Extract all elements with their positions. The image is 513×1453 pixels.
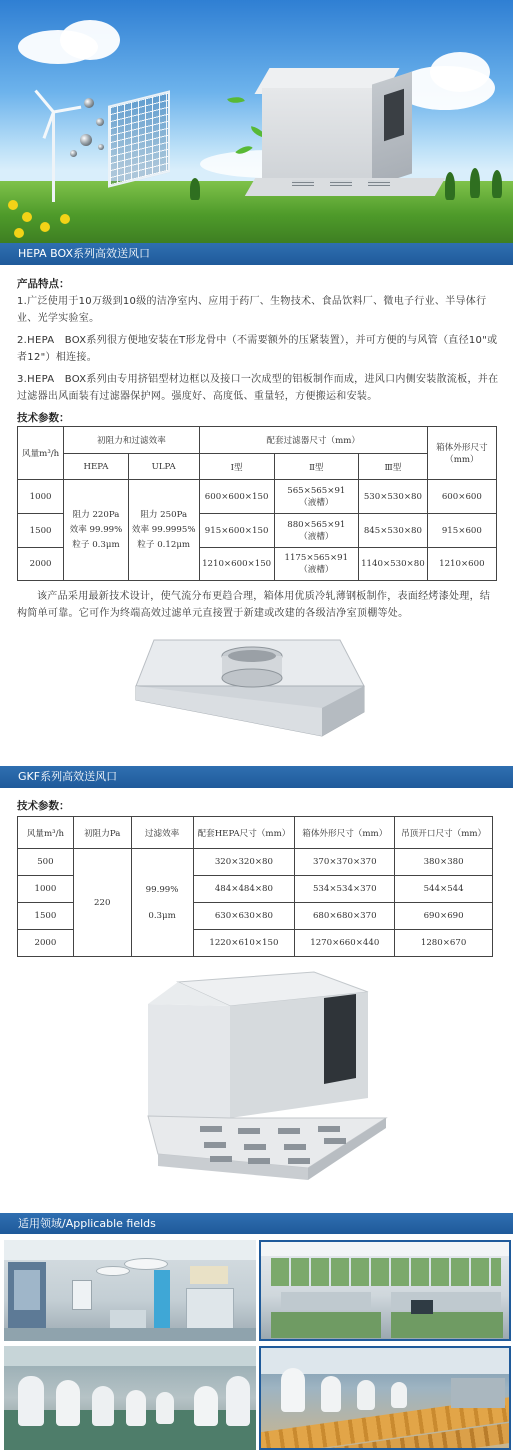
ulpa-resistance: 阻力 250Pa: [140, 509, 188, 520]
cell-opening: 380×380: [395, 849, 493, 876]
flower: [8, 200, 18, 210]
cell-type-2-size: 565×565×91: [287, 485, 346, 496]
gkf-box-product-image: [138, 968, 392, 1190]
cell-box: 915×600: [427, 514, 496, 548]
cell-opening: 690×690: [395, 903, 493, 930]
header-ulpa: ULPA: [128, 454, 199, 480]
hepa-efficiency: 效率 99.99%: [69, 524, 123, 535]
cell-type-3: 1140×530×80: [359, 548, 428, 581]
table-row: [18, 849, 493, 876]
hepa-box-product-image: [0, 0, 513, 243]
gkf-spec-table: [17, 816, 493, 957]
header-type-1: Ⅰ型: [199, 454, 274, 480]
features-heading: 产品特点：: [17, 278, 70, 290]
cell-type-3: 530×530×80: [359, 480, 428, 514]
table-row: [18, 480, 497, 514]
flower: [14, 228, 24, 238]
hepa-box-spec-table: [17, 426, 497, 581]
cell-airflow: 2000: [18, 548, 64, 581]
cell-type-2-size: 880×565×91: [287, 519, 346, 530]
section-title-hepa-box: HEPA BOX系列高效送风口: [0, 243, 513, 265]
photo-laboratory: [259, 1240, 511, 1341]
gkf-efficiency-cell: [131, 849, 193, 957]
header-hepa: HEPA: [64, 454, 129, 480]
cell-hepa: 484×484×80: [193, 876, 295, 903]
header-box-size: 箱体外形尺寸（mm）: [427, 427, 496, 480]
gkf-header-box-size: 箱体外形尺寸（mm）: [295, 817, 395, 849]
cell-type-2-note: （液槽）: [299, 565, 334, 575]
ulpa-spec-cell: [128, 480, 199, 581]
specs-heading: 技术参数：: [17, 412, 70, 424]
cell-opening: 544×544: [395, 876, 493, 903]
feature-2: 2.HEPA BOX系列很方便地安装在T形龙骨中（不需要额外的压紧装置），并可方便的与风管（直径10"或者12"）相连接。: [17, 335, 498, 363]
hepa-resistance: 阻力 220Pa: [72, 509, 120, 520]
hepa-box-flat-product-image: [130, 628, 370, 744]
cell-airflow: 1500: [18, 514, 64, 548]
cell-type-1: 600×600×150: [199, 480, 274, 514]
photo-clean-room-workers: [4, 1346, 256, 1450]
gkf-header-airflow: 风量m³/h: [18, 817, 74, 849]
ulpa-efficiency: 效率 99.9995%: [131, 524, 196, 535]
cell-type-2-note: （液槽）: [299, 531, 334, 542]
cell-type-3: 845×530×80: [359, 514, 428, 548]
gkf-particle: 0.3μm: [148, 910, 176, 921]
hepa-particle: 粒子 0.3μm: [72, 539, 120, 550]
cell-type-2-note: （液槽）: [299, 497, 334, 508]
header-resistance: 初阻力和过滤效率: [64, 427, 199, 454]
cell-hepa: 1220×610×150: [193, 930, 295, 957]
flower: [60, 214, 70, 224]
cell-airflow: 2000: [18, 930, 74, 957]
photo-food-production-line: [259, 1346, 511, 1450]
header-type-2: Ⅱ型: [274, 454, 359, 480]
feature-1: 1.广泛使用于10万级到10级的洁净室内、应用于药厂、生物技术、食品饮料厂、微电子行业、半导体行业、光学实验室。: [17, 296, 487, 324]
gkf-efficiency: 99.99%: [145, 884, 179, 895]
cell-airflow: 1500: [18, 903, 74, 930]
gkf-resistance-cell: 220: [73, 849, 131, 957]
cell-type-1: 1210×600×150: [199, 548, 274, 581]
cell-hepa: 320×320×80: [193, 849, 295, 876]
flower: [40, 222, 50, 232]
product-description: 该产品采用最新技术设计，使气流分布更趋合理，箱体用优质冷轧薄钢板制作，表面经烤漆处理，结构简单可靠。它可作为终端高效过滤单元直接置于新建或改建的各级洁净室顶棚等处。: [17, 591, 491, 619]
cell-box: 370×370×370: [295, 849, 395, 876]
cell-type-2-size: 1175×565×91: [284, 553, 349, 563]
gkf-header-resistance: 初阻力Pa: [73, 817, 131, 849]
header-filter-size: 配套过滤器尺寸（mm）: [199, 427, 427, 454]
cell-type-1: 915×600×150: [199, 514, 274, 548]
gkf-header-efficiency: 过滤效率: [131, 817, 193, 849]
ulpa-particle: 粒子 0.12μm: [137, 539, 191, 550]
cell-type-2: [274, 548, 359, 581]
feature-3: 3.HEPA BOX系列由专用挤铝型材边框以及接口一次成型的铝板制作而成，进风口内侧安装散流板，并在过滤器出风面装有过滤器保护网。强度好、高度低、重量轻，方便搬运和安装。: [17, 374, 499, 402]
cell-box: 680×680×370: [295, 903, 395, 930]
photo-operating-room: [4, 1240, 256, 1341]
gkf-header-opening: 吊顶开口尺寸（mm）: [395, 817, 493, 849]
cell-box: 1210×600: [427, 548, 496, 581]
gkf-specs-heading: 技术参数：: [17, 800, 70, 812]
flower: [22, 212, 32, 222]
cell-airflow: 1000: [18, 876, 74, 903]
cell-box: 1270×660×440: [295, 930, 395, 957]
section-title-applicable-fields: 适用领域/Applicable fields: [0, 1213, 513, 1234]
cell-type-2: [274, 480, 359, 514]
hero-banner: [0, 0, 513, 243]
cell-type-2: [274, 514, 359, 548]
cell-hepa: 630×630×80: [193, 903, 295, 930]
cell-airflow: 1000: [18, 480, 64, 514]
header-type-3: Ⅲ型: [359, 454, 428, 480]
hepa-spec-cell: [64, 480, 129, 581]
cell-airflow: 500: [18, 849, 74, 876]
header-airflow: 风量m³/h: [18, 427, 64, 480]
cell-box: 600×600: [427, 480, 496, 514]
gkf-header-hepa-size: 配套HEPA尺寸（mm）: [193, 817, 295, 849]
section-title-gkf: GKF系列高效送风口: [0, 766, 513, 788]
cell-box: 534×534×370: [295, 876, 395, 903]
cell-opening: 1280×670: [395, 930, 493, 957]
